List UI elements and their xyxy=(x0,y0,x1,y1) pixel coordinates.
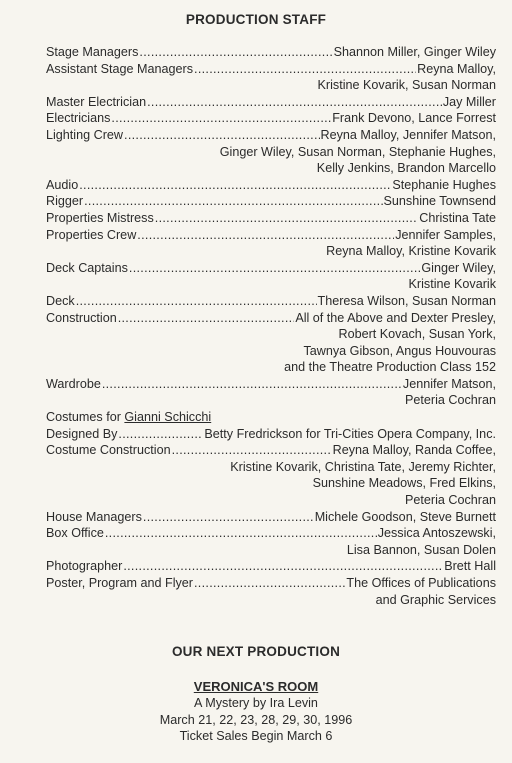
credit-role: Rigger xyxy=(46,194,84,209)
credit-construction xyxy=(46,310,496,376)
credit-names-continued: Reyna Malloy, Kristine Kovarik xyxy=(326,244,496,259)
credit-names: Sunshine Townsend xyxy=(383,194,496,209)
costumes-for-line xyxy=(46,409,496,426)
credit-rigger xyxy=(46,193,496,210)
staff-heading: PRODUCTION STAFF xyxy=(185,12,327,27)
credit-role: Poster, Program and Flyer xyxy=(46,576,193,590)
credit-line xyxy=(46,210,496,227)
credit-names-continued: Lisa Bannon, Susan Dolen xyxy=(346,542,496,557)
credit-names: Jay Miller xyxy=(442,94,496,109)
credit-names-continued: Sunshine Meadows, Fred Elkins, xyxy=(312,476,496,491)
credit-assistant-stage-managers xyxy=(46,61,496,94)
credit-role: Master Electrician xyxy=(46,94,147,109)
credit-line xyxy=(46,94,496,111)
credit-line xyxy=(46,227,496,244)
credit-line xyxy=(46,293,496,310)
credit-line xyxy=(46,558,496,575)
credit-names-continued: Kristine Kovarik, Susan Norman xyxy=(317,78,496,93)
credit-names: Reyna Malloy, Randa Coffee, xyxy=(332,443,496,458)
credit-line xyxy=(46,426,496,443)
credit-names-continued: Peteria Cochran xyxy=(404,393,496,408)
credit-names: Michele Goodson, Steve Burnett xyxy=(314,509,496,524)
credit-names-continued: Kelly Jenkins, Brandon Marcello xyxy=(316,161,496,176)
dot-leader xyxy=(105,525,377,542)
credit-house-managers xyxy=(46,509,496,526)
credit-stage-managers xyxy=(46,44,496,61)
next-production xyxy=(0,678,512,745)
next-production-heading: OUR NEXT PRODUCTION xyxy=(171,644,341,659)
credit-role: Lighting Crew xyxy=(46,127,124,142)
credit-role: Construction xyxy=(46,310,117,325)
dot-leader xyxy=(79,177,391,194)
dot-leader xyxy=(139,44,332,61)
credit-deck xyxy=(46,293,496,310)
opera-title: Gianni Schicchi xyxy=(124,410,212,425)
credit-deck-captains xyxy=(46,260,496,293)
credit-role: Audio xyxy=(46,177,79,192)
dot-leader xyxy=(143,509,314,526)
dot-leader xyxy=(124,127,320,144)
credit-role: Properties Crew xyxy=(46,227,137,242)
credit-role: Electricians xyxy=(46,111,111,126)
credit-role: Stage Managers xyxy=(46,45,139,59)
credit-audio xyxy=(46,177,496,194)
credit-names: Jessica Antoszewski, xyxy=(377,526,496,541)
dot-leader xyxy=(84,193,382,210)
credit-role: Deck Captains xyxy=(46,260,128,275)
dot-leader xyxy=(172,442,332,459)
dot-leader xyxy=(147,94,442,111)
credit-role: Box Office xyxy=(46,526,104,541)
credit-role: Assistant Stage Managers xyxy=(46,61,194,76)
credit-names-continued: Tawnya Gibson, Angus Houvouras xyxy=(303,343,496,358)
credit-names: Frank Devono, Lance Forrest xyxy=(332,111,496,126)
credit-line xyxy=(46,376,496,393)
credit-line xyxy=(46,44,496,61)
credit-names: Shannon Miller, Ginger Wiley xyxy=(333,45,496,59)
credit-role: Properties Mistress xyxy=(46,210,154,225)
staff-list xyxy=(46,44,496,608)
credit-line xyxy=(46,310,496,327)
credit-line xyxy=(46,110,496,127)
credit-master-electrician xyxy=(46,94,496,111)
credit-line xyxy=(46,177,496,194)
credit-line xyxy=(46,525,496,542)
next-production-title: VERONICA'S ROOM xyxy=(193,679,319,694)
credit-line xyxy=(46,575,496,592)
credit-line xyxy=(46,260,496,277)
credit-line xyxy=(46,509,496,526)
credit-names: Theresa Wilson, Susan Norman xyxy=(317,293,496,308)
dot-leader xyxy=(137,227,394,244)
credit-names: Jennifer Samples, xyxy=(395,227,496,242)
credit-lighting-crew xyxy=(46,127,496,177)
next-production-tickets: Ticket Sales Begin March 6 xyxy=(179,729,333,743)
credit-poster-program-and-flyer xyxy=(46,575,496,608)
costumes-for-prefix: Costumes for xyxy=(46,410,125,425)
next-production-dates: March 21, 22, 23, 28, 29, 30, 1996 xyxy=(159,712,353,727)
credit-names: Betty Fredrickson for Tri-Cities Opera Company, Inc. xyxy=(204,426,496,441)
credit-names-continued: and the Theatre Production Class 152 xyxy=(284,360,496,375)
credit-names: Jennifer Matson, xyxy=(402,376,496,391)
dot-leader xyxy=(111,110,331,127)
dot-leader xyxy=(194,61,416,78)
credit-names: Christina Tate xyxy=(419,210,496,225)
credit-line xyxy=(46,127,496,144)
credits-group-2 xyxy=(46,426,496,609)
dot-leader xyxy=(129,260,420,277)
credit-names: Reyna Malloy, Jennifer Matson, xyxy=(320,127,496,142)
credits-group-1 xyxy=(46,44,496,409)
credit-costume-construction xyxy=(46,442,496,508)
credit-line xyxy=(46,193,496,210)
dot-leader xyxy=(118,310,295,327)
credit-names-continued: and Graphic Services xyxy=(375,592,496,607)
credit-names-continued: Kristine Kovarik xyxy=(408,277,496,292)
dot-leader xyxy=(76,293,317,310)
credit-names: Reyna Malloy, xyxy=(417,61,496,76)
credit-role: Photographer xyxy=(46,559,123,574)
credit-wardrobe xyxy=(46,376,496,409)
credit-role: Costume Construction xyxy=(46,443,171,458)
credit-names: All of the Above and Dexter Presley, xyxy=(295,310,496,325)
next-production-subtitle: A Mystery by Ira Levin xyxy=(194,696,318,710)
credit-names-continued: Ginger Wiley, Susan Norman, Stephanie Hughes, xyxy=(219,144,496,159)
credit-names: The Offices of Publications xyxy=(346,576,496,590)
credit-names-continued: Robert Kovach, Susan York, xyxy=(338,327,496,342)
dot-leader xyxy=(123,558,443,575)
credit-names: Brett Hall xyxy=(444,559,496,574)
dot-leader xyxy=(102,376,402,393)
credit-names-continued: Kristine Kovarik, Christina Tate, Jeremy Richter, xyxy=(230,459,496,474)
credit-role: Designed By xyxy=(46,426,118,441)
credit-names: Stephanie Hughes xyxy=(392,177,496,192)
credit-designed-by xyxy=(46,426,496,443)
credit-names: Ginger Wiley, xyxy=(421,260,496,275)
credit-names-continued: Peteria Cochran xyxy=(404,493,496,508)
dot-leader xyxy=(155,210,418,227)
dot-leader xyxy=(118,426,203,443)
dot-leader xyxy=(194,575,345,592)
credit-properties-mistress xyxy=(46,210,496,227)
credit-role: House Managers xyxy=(46,509,142,524)
credit-line xyxy=(46,61,496,78)
credit-role: Deck xyxy=(46,293,75,308)
credit-box-office xyxy=(46,525,496,558)
credit-electricians xyxy=(46,110,496,127)
credit-line xyxy=(46,442,496,459)
credit-photographer xyxy=(46,558,496,575)
credit-role: Wardrobe xyxy=(46,376,101,391)
credit-properties-crew xyxy=(46,227,496,260)
